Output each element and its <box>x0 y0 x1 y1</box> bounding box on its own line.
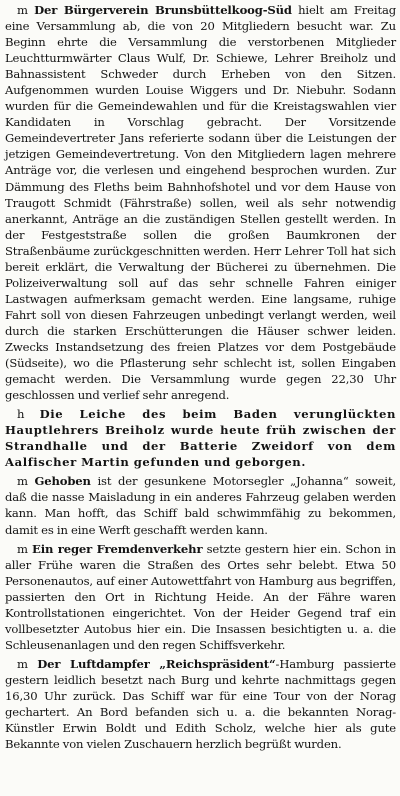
article-paragraph <box>5 541 396 653</box>
article-headline: Gehoben <box>34 474 91 489</box>
article-buergerverein <box>5 2 396 403</box>
article-fremdenverkehr <box>5 541 396 653</box>
article-body: setzte gestern hier ein. Schon in aller Frühe waren die Straßen des Ortes sehr belebt. Etwa 50 Personenautos, auf einer Autowettfahrt von Hamburg aus begriffen, passierten den Ort in Richtung Heide. An der Fähre waren Kontrollstationen eingerichtet. Von der Heider Gegend traf ein vollbesetzter Autobus hier ein. Die Insassen besichtigten u. a. die Schleusenanlagen und den regen Schiffsverkehr. <box>5 541 396 652</box>
article-paragraph <box>5 656 396 752</box>
article-body: ist der gesunkene Motorsegler „Johanna“ soweit, daß die nasse Maisladung in ein anderes Fahrzeug gelaben werden kann. Man hofft, das Schiff bald schwimmfähig zu bekommen, damit es in eine Werft geschafft werden kann. <box>5 474 396 537</box>
article-body: -Hamburg passierte gestern leidlich besetzt nach Burg und kehrte nachmittags gegen 16,30 Uhr zurück. Das Schiff war für eine Tour von der Norag gechartert. An Bord befanden sich u. a. die bekannten Norag-Künstler Erwin Boldt und Edith Scholz, welche hier als gute Bekannte von vielen Zuschauern herzlich begrüßt wurden. <box>5 656 396 752</box>
article-paragraph <box>5 406 396 470</box>
article-gehoben <box>5 473 396 537</box>
article-headline: Der Bürgerverein Brunsbüttelkoog-Süd <box>34 3 292 17</box>
article-marker: m <box>17 656 28 671</box>
article-paragraph <box>5 473 396 537</box>
article-marker: m <box>17 3 28 17</box>
article-marker: m <box>17 474 28 489</box>
article-marker: m <box>17 541 28 556</box>
article-body: hielt am Freitag eine Versammlung ab, die von 20 Mitgliedern besucht war. Zu Beginn ehrte die Versammlung die verstorbenen Mitglieder Leuchtturmwärter Claus Wulf, Dr. Schiewe, Lehrer Breiholz und Bahnassistent Schweder durch Erheben von den Sitzen. Aufgenommen wurden Louise Wiggers und Dr. Niebuhr. Sodann wurden für die Gemeindewahlen und für die Kreistagswahlen vier Kandidaten in Vorschlag gebracht. Der Vorsitzende Gemeindevertreter Jans referierte sodann über die Leistungen der jetzigen Gemeindevertretung. Von den Mitgliedern lagen mehrere Anträge vor, die verlesen und eingehend besprochen wurden. Zur Dämmung des Fleths beim Bahnhofshotel und vor dem Hause von Traugott Schmidt (Fährstraße) sollen, weil als sehr notwendig anerkannt, Anträge an die zuständigen Stellen gestellt werden. In der Festgeststraße sollen die großen Baumkronen der Straßenbäume zurückgeschnitten werden. Herr Lehrer Toll hat sich bereit erklärt, die Verwaltung der Bücherei zu übernehmen. Die Polizeiverwaltung soll auf das sehr schnelle Fahren einiger Lastwagen aufmerksam gemacht werden. Eine langsame, ruhige Fahrt soll von diesen Fahrzeugen unbedingt verlangt werden, weil durch die starken Erschütterungen die Häuser schwer leiden. Zwecks Instandsetzung des freien Platzes vor dem Postgebäude (Südseite), wo die Pflasterung sehr schlecht ist, sollen Eingaben gemacht werden. Die Versammlung wurde gegen 22,30 Uhr geschlossen und verlief sehr anregend. <box>5 3 396 403</box>
article-paragraph <box>5 2 396 403</box>
article-headline: Ein reger Fremdenverkehr <box>32 541 203 556</box>
article-luftdampfer <box>5 656 396 752</box>
article-headline: Die Leiche des beim Baden verunglückten Hauptlehrers Breiholz wurde heute früh zwischen der Strandhalle und der Batterie Zweidorf von dem Aalfischer Martin gefunden und geborgen. <box>5 407 396 470</box>
article-leiche <box>5 406 396 470</box>
article-marker: h <box>17 407 25 422</box>
article-headline: Der Luftdampfer „Reichspräsident“ <box>37 656 276 671</box>
